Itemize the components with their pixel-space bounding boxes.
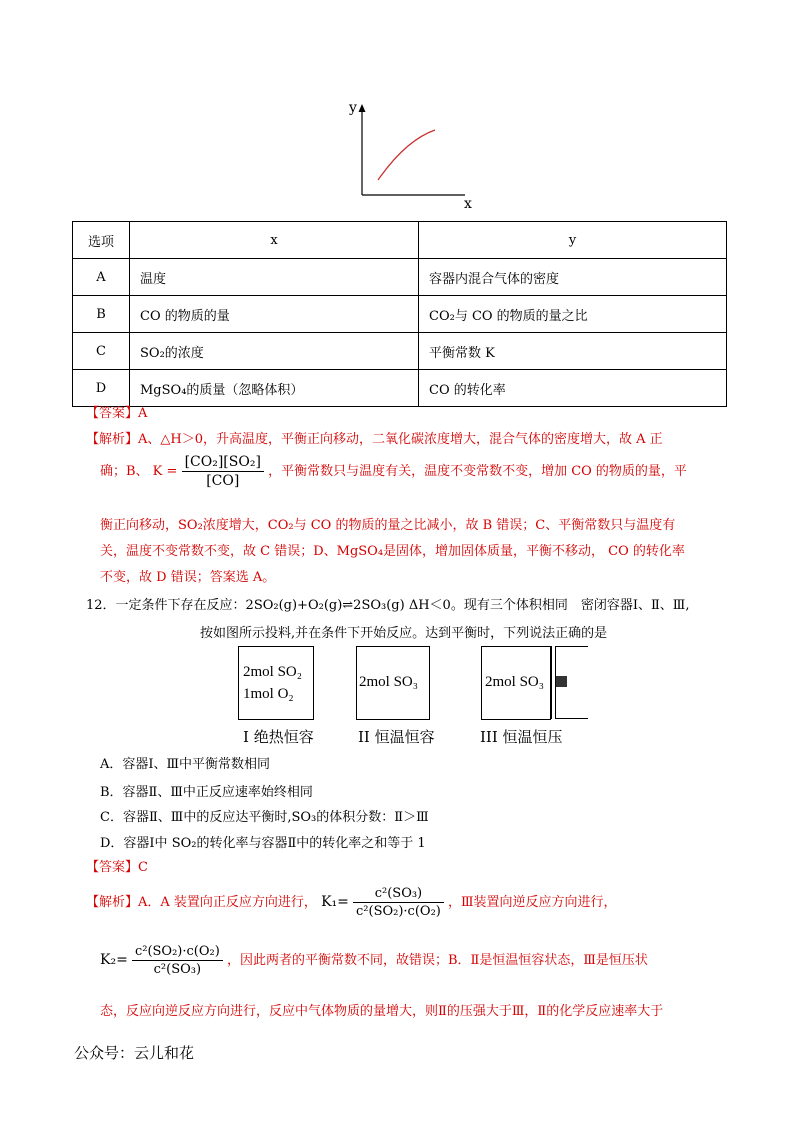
k1-label: K₁= [321,894,349,910]
q11-analysis-line3: 衡正向移动，SO₂浓度增大，CO₂与 CO 的物质的量之比减小，故 B 错误；C、平衡常数只与温度有 [100,518,676,533]
header-option: 选项 [73,222,130,259]
k1-denominator: c²(SO₂)·c(O₂) [356,904,441,919]
graph-x-label: x [464,196,472,212]
row-x: SO₂的浓度 [130,333,419,370]
table-row [73,296,727,333]
piston-weight [556,676,567,687]
q12-stem-line1: 12．一定条件下存在反应：2SO₂(g)+O₂(g)⇌2SO₃(g) ΔH＜0。现有三个体积相同 密闭容器Ⅰ、Ⅱ、Ⅲ, [86,598,690,613]
table-row [73,259,727,296]
k2-denominator: c²(SO₃) [153,962,202,977]
q11-analysis-line2 [100,454,687,489]
k-formula [182,454,264,489]
q12-analysis-line1 [86,886,617,919]
q12-analysis-text: 【解析】A．A 装置向正反应方向进行， [86,895,317,910]
row-y: 容器内混合气体的密度 [419,259,727,296]
row-x: MgSO₄的质量（忽略体积） [130,370,419,407]
row-option: C [73,333,130,370]
k2-label: K₂= [100,952,128,968]
header-y: y [419,222,727,259]
q11-analysis-line5: 不变，故 D 错误；答案选 A。 [100,570,276,585]
q12-answer: 【答案】C [86,860,148,875]
caption-3: III 恒温恒压 [480,728,563,746]
q11-answer: 【答案】A [86,406,148,421]
caption-1: I 绝热恒容 [243,728,314,746]
row-y: CO₂与 CO 的物质的量之比 [419,296,727,333]
container-1 [238,646,314,720]
options-table [72,221,727,407]
k1-formula [353,886,444,919]
q12-stem-line2: 按如图所示投料,并在条件下开始反应。达到平衡时，下列说法正确的是 [200,626,608,641]
box3-label: 2mol SO₃ [485,674,544,690]
row-option: A [73,259,130,296]
k1-numerator: c²(SO₃) [353,886,444,903]
xy-graph [340,100,480,212]
row-option: B [73,296,130,333]
q12-analysis-text: ，Ⅲ装置向逆反应方向进行， [448,895,617,910]
cylinder-bottom [556,718,588,719]
k-denominator: [CO] [206,473,240,489]
y-axis-arrow [359,104,366,112]
q12-option-d: D．容器Ⅰ中 SO₂的转化率与容器Ⅱ中的转化率之和等于 1 [100,836,426,851]
footer-wechat: 公众号：云儿和花 [74,1044,195,1062]
table-row [73,370,727,407]
row-x: 温度 [130,259,419,296]
q11-analysis-text: 确；B、 K = [100,464,178,479]
q12-option-c: C．容器Ⅱ、Ⅲ中的反应达平衡时,SO₃的体积分数：Ⅱ＞Ⅲ [100,810,429,825]
row-y: CO 的转化率 [419,370,727,407]
q12-analysis-line2 [100,944,648,977]
q11-analysis-line4: 关，温度不变常数不变，故 C 错误；D、MgSO₄是固体，增加固体质量，平衡不移动， CO 的转化率 [100,544,685,559]
q11-analysis-line1: 【解析】A、△H＞0，升高温度，平衡正向移动，二氧化碳浓度增大，混合气体的密度增大，故 A 正 [86,432,663,447]
graph-curve [378,130,435,180]
q12-analysis-line3: 态，反应向逆反应方向进行，反应中气体物质的量增大，则Ⅱ的压强大于Ⅲ，Ⅱ的化学反应速率大于 [100,1004,664,1019]
cylinder-top [556,646,588,647]
row-x: CO 的物质的量 [130,296,419,333]
row-y: 平衡常数 K [419,333,727,370]
q12-option-b: B．容器Ⅱ、Ⅲ中正反应速率始终相同 [100,785,313,800]
graph-y-label: y [349,100,357,116]
k-numerator: [CO₂][SO₂] [182,454,264,472]
k2-formula [132,944,223,977]
table-row [73,333,727,370]
row-option: D [73,370,130,407]
k2-numerator: c²(SO₂)·c(O₂) [132,944,223,961]
header-x: x [130,222,419,259]
box1-line2: 1mol O₂ [243,686,294,702]
q12-analysis-text: ，因此两者的平衡常数不同，故错误；B．Ⅱ是恒温恒容状态，Ⅲ是恒压状 [226,953,648,968]
q11-analysis-text: ，平衡常数只与温度有关，温度不变常数不变，增加 CO 的物质的量，平 [268,464,687,479]
box1-line1: 2mol SO₂ [243,664,302,680]
caption-2: II 恒温恒容 [358,728,435,746]
table-header-row [73,222,727,259]
q12-option-a: A．容器Ⅰ、Ⅲ中平衡常数相同 [100,757,271,772]
box2-label: 2mol SO₃ [359,674,418,690]
